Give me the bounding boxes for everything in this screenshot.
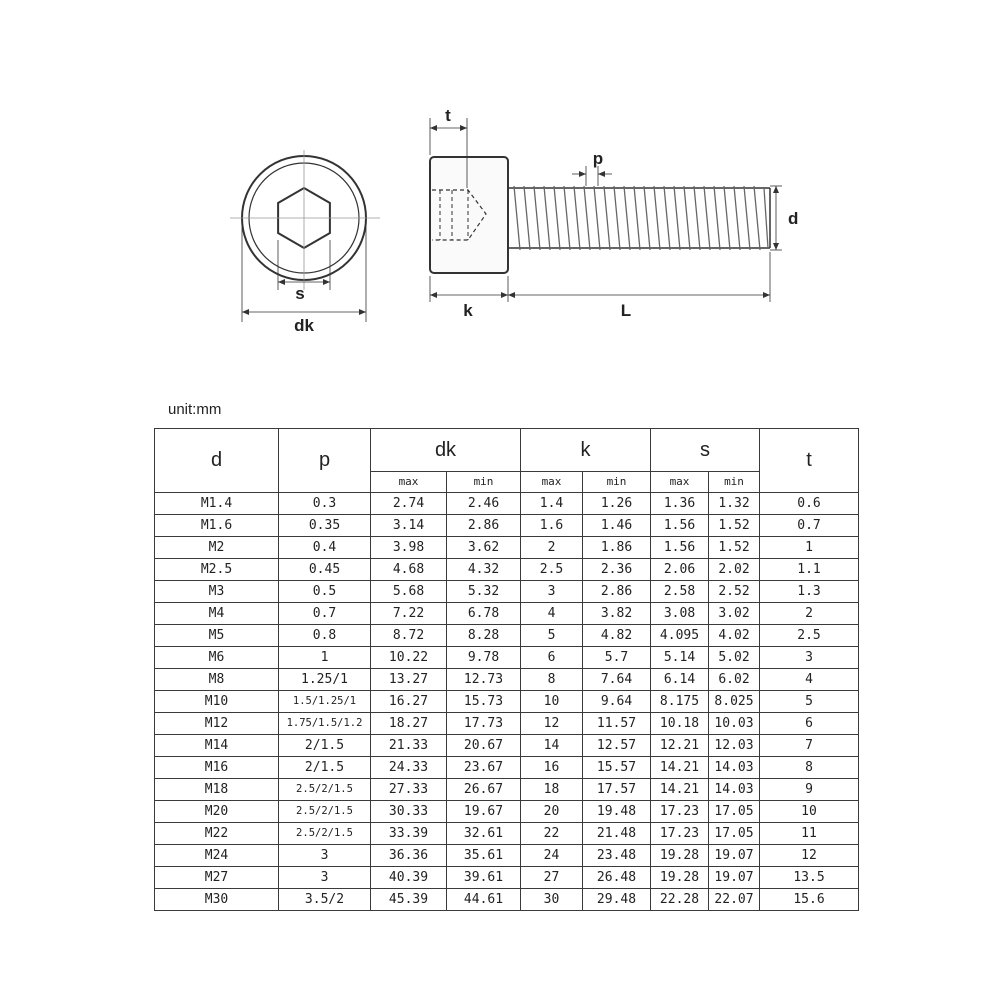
cell-t: 3 [760,647,859,669]
cell-p: 2.5/2/1.5 [279,801,371,823]
cell-k-max: 14 [521,735,583,757]
cell-s-max: 17.23 [651,823,709,845]
cell-d: M1.4 [155,493,279,515]
table-row [155,779,859,801]
cell-p: 2/1.5 [279,757,371,779]
cell-p: 2.5/2/1.5 [279,823,371,845]
table-body [155,493,859,911]
cell-k-max: 4 [521,603,583,625]
cell-k-min: 15.57 [583,757,651,779]
cell-k-max: 2.5 [521,559,583,581]
cell-d: M2 [155,537,279,559]
cell-dk-max: 7.22 [371,603,447,625]
cell-dk-min: 2.46 [447,493,521,515]
cell-p: 0.7 [279,603,371,625]
subheader-dk-max: max [371,472,447,493]
table-row [155,625,859,647]
diagram-label-L: L [620,301,632,320]
cell-dk-max: 33.39 [371,823,447,845]
cell-dk-max: 3.98 [371,537,447,559]
cell-k-min: 7.64 [583,669,651,691]
cell-dk-min: 17.73 [447,713,521,735]
cell-dk-min: 2.86 [447,515,521,537]
cell-s-min: 14.03 [709,779,760,801]
cell-s-min: 1.32 [709,493,760,515]
cell-dk-max: 27.33 [371,779,447,801]
cell-dk-max: 24.33 [371,757,447,779]
cell-k-min: 17.57 [583,779,651,801]
cell-k-min: 2.36 [583,559,651,581]
cell-dk-max: 36.36 [371,845,447,867]
cell-k-min: 29.48 [583,889,651,911]
cell-p: 2/1.5 [279,735,371,757]
cell-t: 12 [760,845,859,867]
cell-dk-min: 32.61 [447,823,521,845]
header-d: d [155,429,279,493]
table-row [155,713,859,735]
table-row [155,515,859,537]
screw-dimension-diagram [0,0,1000,360]
cell-dk-max: 4.68 [371,559,447,581]
header-t: t [760,429,859,493]
cell-s-min: 17.05 [709,801,760,823]
header-k: k [521,429,651,472]
cell-d: M22 [155,823,279,845]
cell-t: 10 [760,801,859,823]
table-row [155,823,859,845]
cell-p: 3 [279,867,371,889]
screw-side-view [430,118,782,302]
table-row [155,559,859,581]
cell-d: M10 [155,691,279,713]
cell-d: M16 [155,757,279,779]
cell-k-min: 26.48 [583,867,651,889]
cell-t: 0.6 [760,493,859,515]
cell-t: 8 [760,757,859,779]
table-row [155,537,859,559]
table-row [155,801,859,823]
cell-d: M4 [155,603,279,625]
cell-k-min: 19.48 [583,801,651,823]
cell-k-min: 3.82 [583,603,651,625]
cell-d: M8 [155,669,279,691]
cell-s-max: 1.56 [651,515,709,537]
cell-dk-min: 23.67 [447,757,521,779]
cell-k-max: 1.4 [521,493,583,515]
cell-k-min: 23.48 [583,845,651,867]
cell-s-min: 14.03 [709,757,760,779]
cell-t: 9 [760,779,859,801]
cell-s-max: 10.18 [651,713,709,735]
table-row [155,757,859,779]
cell-s-max: 12.21 [651,735,709,757]
subheader-s-min: min [709,472,760,493]
cell-s-min: 4.02 [709,625,760,647]
cell-d: M30 [155,889,279,911]
cell-k-min: 1.46 [583,515,651,537]
cell-k-max: 30 [521,889,583,911]
cell-p: 1 [279,647,371,669]
table-row [155,647,859,669]
cell-k-min: 9.64 [583,691,651,713]
cell-s-max: 6.14 [651,669,709,691]
cell-t: 1 [760,537,859,559]
subheader-s-max: max [651,472,709,493]
cell-d: M5 [155,625,279,647]
table-row [155,493,859,515]
cell-t: 2 [760,603,859,625]
cell-t: 4 [760,669,859,691]
cell-k-max: 22 [521,823,583,845]
cell-k-min: 1.26 [583,493,651,515]
cell-t: 7 [760,735,859,757]
cell-k-min: 5.7 [583,647,651,669]
cell-s-max: 1.56 [651,537,709,559]
cell-s-max: 2.06 [651,559,709,581]
cell-dk-max: 2.74 [371,493,447,515]
cell-s-max: 14.21 [651,757,709,779]
cell-dk-min: 26.67 [447,779,521,801]
cell-p: 0.5 [279,581,371,603]
table-row [155,867,859,889]
cell-s-min: 19.07 [709,867,760,889]
cell-p: 1.75/1.5/1.2 [279,713,371,735]
cell-p: 0.8 [279,625,371,647]
diagram-label-s: s [295,284,305,303]
diagram-label-t: t [445,106,451,125]
cell-dk-min: 12.73 [447,669,521,691]
cell-p: 3.5/2 [279,889,371,911]
head-top-view [230,150,380,322]
unit-label: unit:mm [168,401,222,418]
cell-d: M12 [155,713,279,735]
cell-s-max: 14.21 [651,779,709,801]
cell-p: 3 [279,845,371,867]
cell-s-min: 10.03 [709,713,760,735]
cell-k-max: 5 [521,625,583,647]
cell-s-min: 12.03 [709,735,760,757]
cell-dk-max: 30.33 [371,801,447,823]
cell-dk-max: 8.72 [371,625,447,647]
cell-s-max: 19.28 [651,845,709,867]
cell-p: 0.3 [279,493,371,515]
diagram-label-k: k [463,301,473,320]
cell-s-min: 2.02 [709,559,760,581]
cell-d: M2.5 [155,559,279,581]
cell-k-max: 24 [521,845,583,867]
subheader-dk-min: min [447,472,521,493]
cell-k-min: 11.57 [583,713,651,735]
cell-dk-min: 35.61 [447,845,521,867]
cell-dk-min: 8.28 [447,625,521,647]
cell-dk-max: 40.39 [371,867,447,889]
cell-s-min: 1.52 [709,537,760,559]
cell-s-max: 3.08 [651,603,709,625]
cell-k-min: 1.86 [583,537,651,559]
cell-k-max: 3 [521,581,583,603]
cell-k-max: 1.6 [521,515,583,537]
cell-d: M1.6 [155,515,279,537]
cell-dk-min: 4.32 [447,559,521,581]
cell-dk-min: 5.32 [447,581,521,603]
table-row [155,845,859,867]
cell-k-max: 16 [521,757,583,779]
subheader-k-min: min [583,472,651,493]
cell-k-max: 18 [521,779,583,801]
cell-t: 1.3 [760,581,859,603]
cell-t: 15.6 [760,889,859,911]
cell-t: 11 [760,823,859,845]
table-row [155,669,859,691]
cell-k-max: 8 [521,669,583,691]
cell-s-min: 3.02 [709,603,760,625]
cell-s-min: 6.02 [709,669,760,691]
cell-t: 5 [760,691,859,713]
cell-dk-max: 10.22 [371,647,447,669]
cell-k-min: 12.57 [583,735,651,757]
cell-s-max: 1.36 [651,493,709,515]
cell-s-min: 19.07 [709,845,760,867]
cell-d: M20 [155,801,279,823]
cell-t: 1.1 [760,559,859,581]
cell-s-max: 8.175 [651,691,709,713]
header-row [155,429,859,472]
cell-dk-max: 5.68 [371,581,447,603]
header-s: s [651,429,760,472]
diagram-label-dk: dk [294,316,314,335]
cell-k-max: 27 [521,867,583,889]
diagram-label-d: d [788,209,799,228]
cell-dk-min: 39.61 [447,867,521,889]
cell-dk-max: 18.27 [371,713,447,735]
cell-s-min: 5.02 [709,647,760,669]
cell-p: 1.5/1.25/1 [279,691,371,713]
cell-dk-max: 21.33 [371,735,447,757]
cell-p: 0.35 [279,515,371,537]
cell-s-min: 2.52 [709,581,760,603]
table-row [155,603,859,625]
cell-dk-min: 20.67 [447,735,521,757]
table-row [155,889,859,911]
cell-k-max: 2 [521,537,583,559]
cell-d: M27 [155,867,279,889]
cell-dk-min: 15.73 [447,691,521,713]
diagram-label-p: p [592,149,604,168]
cell-k-max: 12 [521,713,583,735]
cell-s-max: 2.58 [651,581,709,603]
cell-s-min: 17.05 [709,823,760,845]
cell-d: M3 [155,581,279,603]
cell-d: M14 [155,735,279,757]
cell-s-max: 19.28 [651,867,709,889]
cell-dk-max: 45.39 [371,889,447,911]
cell-d: M24 [155,845,279,867]
cell-t: 6 [760,713,859,735]
cell-d: M18 [155,779,279,801]
cell-k-min: 4.82 [583,625,651,647]
cell-s-min: 22.07 [709,889,760,911]
cell-s-max: 22.28 [651,889,709,911]
cell-k-max: 20 [521,801,583,823]
screw-spec-table [154,428,859,911]
cell-t: 2.5 [760,625,859,647]
cell-k-min: 2.86 [583,581,651,603]
header-p: p [279,429,371,493]
cell-dk-min: 3.62 [447,537,521,559]
table-row [155,691,859,713]
table-row [155,735,859,757]
cell-s-min: 1.52 [709,515,760,537]
cell-dk-max: 16.27 [371,691,447,713]
subheader-k-max: max [521,472,583,493]
table-row [155,581,859,603]
cell-p: 1.25/1 [279,669,371,691]
cell-p: 0.4 [279,537,371,559]
cell-k-max: 6 [521,647,583,669]
cell-dk-min: 6.78 [447,603,521,625]
cell-s-max: 17.23 [651,801,709,823]
cell-t: 0.7 [760,515,859,537]
cell-s-max: 5.14 [651,647,709,669]
cell-p: 2.5/2/1.5 [279,779,371,801]
cell-s-max: 4.095 [651,625,709,647]
cell-s-min: 8.025 [709,691,760,713]
cell-k-max: 10 [521,691,583,713]
cell-t: 13.5 [760,867,859,889]
cell-p: 0.45 [279,559,371,581]
cell-dk-min: 44.61 [447,889,521,911]
cell-d: M6 [155,647,279,669]
cell-dk-min: 9.78 [447,647,521,669]
header-dk: dk [371,429,521,472]
cell-k-min: 21.48 [583,823,651,845]
cell-dk-max: 3.14 [371,515,447,537]
cell-dk-min: 19.67 [447,801,521,823]
cell-dk-max: 13.27 [371,669,447,691]
